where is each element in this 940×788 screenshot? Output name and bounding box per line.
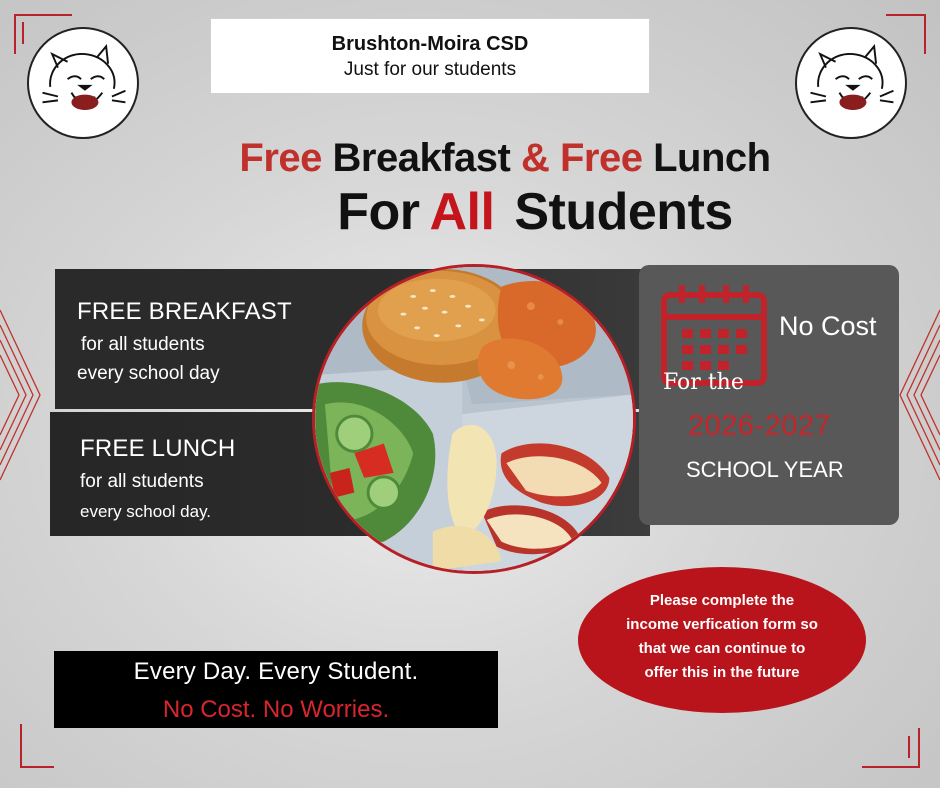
left-chevron-decoration: [0, 290, 56, 500]
corner-bracket-bottom-right-inner: [908, 736, 910, 758]
notice-line-2: income verfication form so: [626, 616, 818, 633]
district-name: Brushton-Moira CSD: [331, 33, 529, 55]
lunch-line-2: every school day.: [80, 502, 212, 521]
corner-bracket-top-left-inner: [22, 22, 24, 44]
breakfast-text: [77, 298, 292, 385]
lunch-heading: FREE LUNCH: [80, 435, 236, 462]
school-year-dates: 2026-2027: [688, 410, 832, 442]
headline-students: Students: [514, 183, 733, 241]
corner-bracket-bottom-right: [862, 728, 920, 768]
headline-breakfast: Breakfast: [332, 136, 511, 180]
for-the-label: For the: [663, 370, 744, 395]
headline-free-2: Free: [559, 136, 643, 180]
lunch-line-1: for all students: [80, 471, 204, 492]
headline-all: All: [429, 183, 495, 241]
notice-line-4: offer this in the future: [644, 664, 800, 681]
school-year-label: SCHOOL YEAR: [686, 457, 844, 482]
income-verification-notice: [578, 567, 866, 713]
headline-ampersand: &: [520, 136, 550, 180]
notice-line-3: that we can continue to: [638, 640, 806, 657]
breakfast-line-2: every school day: [77, 363, 220, 384]
cougar-mascot-icon: [27, 27, 139, 139]
lunch-text: [80, 435, 235, 522]
slogan-line-2: No Cost. No Worries.: [162, 696, 390, 723]
slogan-box: [54, 651, 498, 728]
headline-line-1: [0, 136, 940, 181]
breakfast-heading: FREE BREAKFAST: [77, 298, 292, 325]
no-cost-label: No Cost: [779, 311, 877, 341]
tagline: Just for our students: [343, 59, 517, 80]
headline-free-1: Free: [239, 136, 322, 180]
header-box: [210, 18, 650, 94]
breakfast-line-1: for all students: [81, 334, 205, 355]
cougar-mascot-icon: [795, 27, 907, 139]
slogan-line-1: Every Day. Every Student.: [133, 658, 419, 685]
headline-line-2: [0, 182, 940, 242]
headline-for: For: [337, 183, 420, 241]
corner-bracket-bottom-left: [20, 724, 54, 768]
notice-line-1: Please complete the: [649, 592, 795, 609]
headline-lunch: Lunch: [653, 136, 771, 180]
food-tray-image: [312, 264, 636, 574]
